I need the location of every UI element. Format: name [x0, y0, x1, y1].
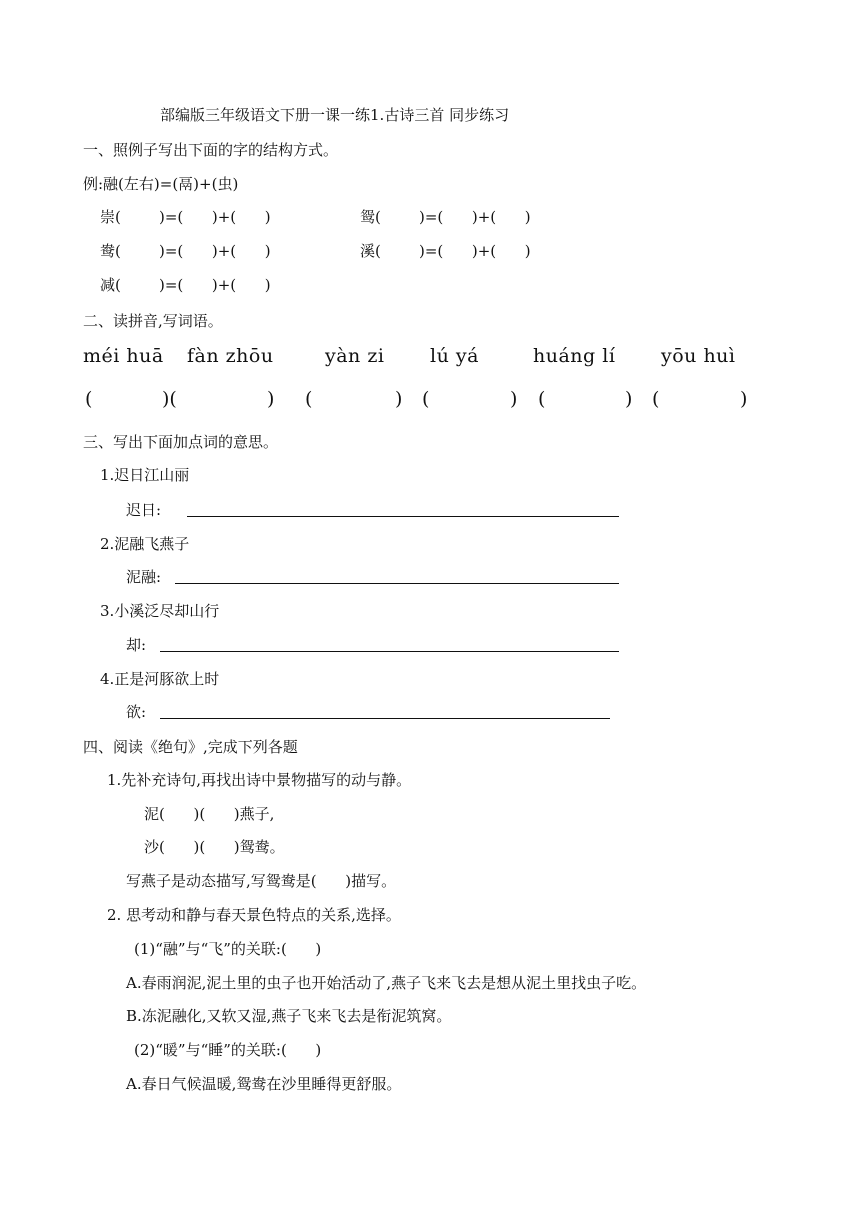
section4-heading: 四、阅读《绝句》,完成下列各题 — [83, 738, 298, 756]
option-b: B.冻泥融化,又软又湿,燕子飞来飞去是衔泥筑窝。 — [126, 1007, 452, 1025]
answer-paren: )( — [162, 388, 177, 410]
question-1: 1.先补充诗句,再找出诗中景物描写的动与静。 — [107, 771, 412, 789]
structure-item: 鸯( )=( )+( ) — [100, 242, 271, 260]
poem-line: 泥( )( )燕子, — [144, 805, 275, 823]
word-label: 欲: — [126, 703, 147, 721]
pinyin-item: yōu huì — [661, 345, 736, 367]
poem-line: 沙( )( )鸳鸯。 — [144, 838, 285, 856]
pinyin-item: yàn zi — [325, 345, 385, 367]
answer-paren: ( — [85, 388, 93, 410]
word-label: 泥融: — [126, 568, 162, 586]
answer-line[interactable] — [160, 718, 610, 719]
sentence: 1.迟日江山丽 — [100, 466, 190, 484]
pinyin-item: lú yá — [430, 345, 479, 367]
sentence: 2.泥融飞燕子 — [100, 535, 190, 553]
answer-line[interactable] — [175, 583, 619, 584]
structure-item: 崇( )=( )+( ) — [100, 208, 271, 226]
question-1-note: 写燕子是动态描写,写鸳鸯是( )描写。 — [126, 872, 397, 890]
answer-paren: ( — [305, 388, 313, 410]
sentence: 3.小溪泛尽却山行 — [100, 602, 220, 620]
structure-item: 溪( )=( )+( ) — [360, 242, 531, 260]
section1-heading: 一、照例子写出下面的字的结构方式。 — [83, 141, 339, 159]
structure-item: 鸳( )=( )+( ) — [360, 208, 531, 226]
sub-question-2: (2)“暖”与“睡”的关联:( ) — [134, 1041, 322, 1059]
section3-heading: 三、写出下面加点词的意思。 — [83, 433, 279, 451]
pinyin-item: huáng lí — [533, 345, 616, 367]
word-label: 迟日: — [126, 501, 162, 519]
option-a: A.春日气候温暖,鸳鸯在沙里睡得更舒服。 — [126, 1075, 402, 1093]
answer-paren: ) — [395, 388, 403, 410]
section1-example: 例:融(左右)=(鬲)+(虫) — [83, 175, 239, 193]
answer-paren: ( — [422, 388, 430, 410]
word-label: 却: — [126, 636, 147, 654]
answer-paren: ) — [510, 388, 518, 410]
sentence: 4.正是河豚欲上时 — [100, 670, 220, 688]
answer-paren: ( — [652, 388, 660, 410]
pinyin-item: méi huā — [83, 345, 164, 367]
pinyin-item: fàn zhōu — [187, 345, 274, 367]
question-2: 2. 思考动和静与春天景色特点的关系,选择。 — [107, 906, 401, 924]
structure-item: 减( )=( )+( ) — [100, 276, 271, 294]
page-title: 部编版三年级语文下册一课一练1.古诗三首 同步练习 — [160, 106, 510, 124]
option-a: A.春雨润泥,泥土里的虫子也开始活动了,燕子飞来飞去是想从泥土里找虫子吃。 — [126, 974, 647, 992]
answer-line[interactable] — [160, 651, 619, 652]
section2-heading: 二、读拼音,写词语。 — [83, 312, 223, 330]
answer-paren: ( — [538, 388, 546, 410]
answer-paren: ) — [267, 388, 275, 410]
answer-paren: ) — [740, 388, 748, 410]
sub-question-1: (1)“融”与“飞”的关联:( ) — [134, 940, 322, 958]
answer-paren: ) — [625, 388, 633, 410]
answer-line[interactable] — [187, 516, 619, 517]
